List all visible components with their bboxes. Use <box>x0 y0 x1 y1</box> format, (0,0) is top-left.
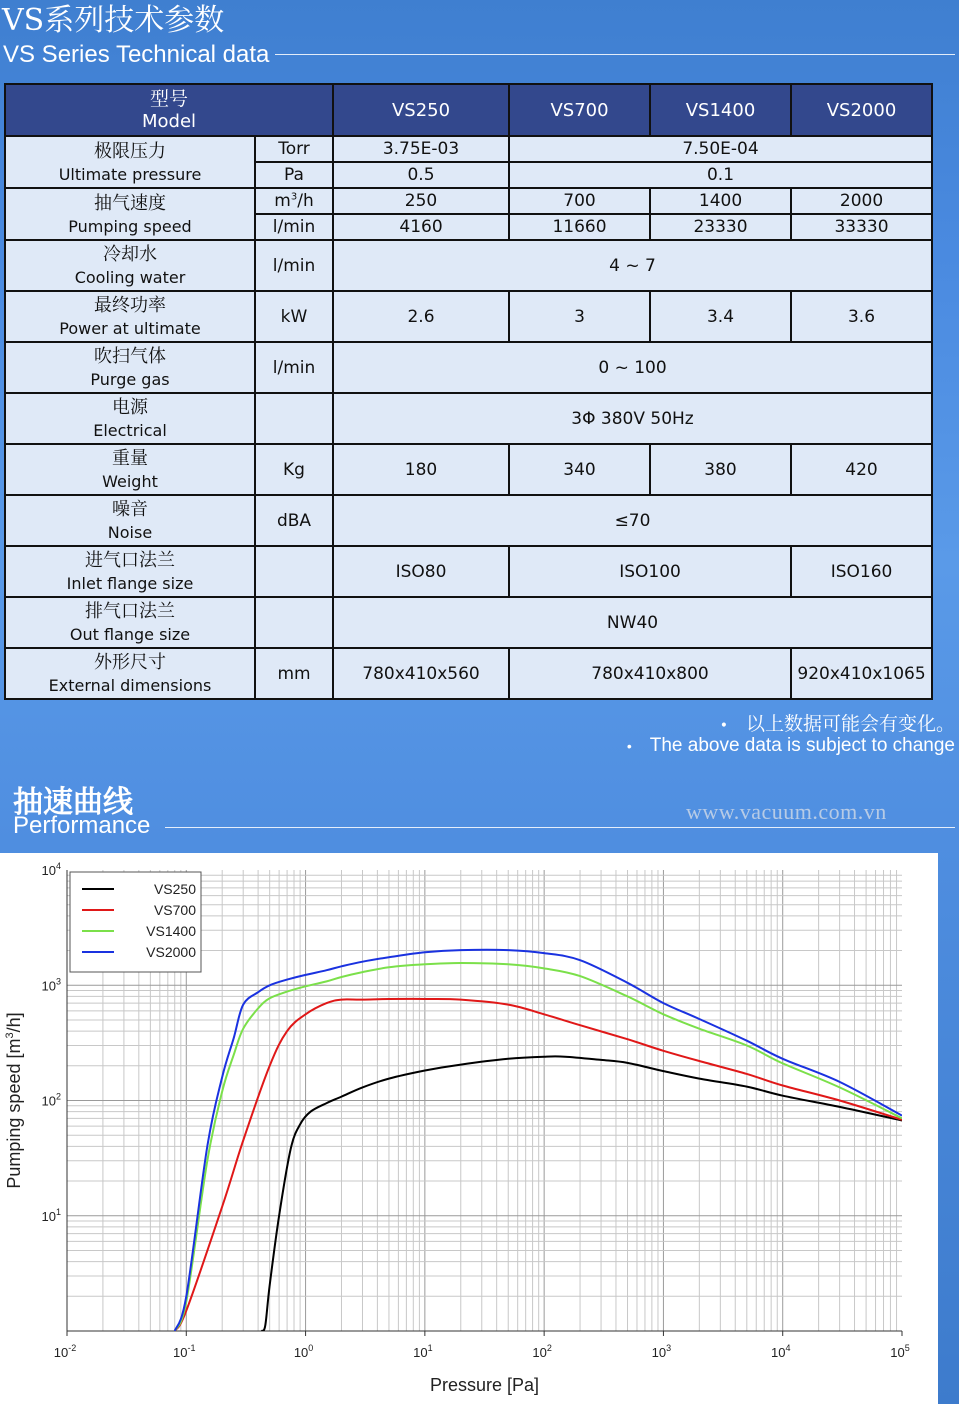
spec-table <box>4 83 933 700</box>
x-tick-exponent: 5 <box>904 1343 910 1353</box>
value-cell: 0 ~ 100 <box>333 342 932 393</box>
value-cell: ISO80 <box>333 546 509 597</box>
table-row-purge <box>5 342 932 393</box>
unit-lmin: l/min <box>255 214 333 240</box>
y-tick-label: $10^4$ <box>41 861 61 878</box>
model-label-en: Model <box>141 111 197 132</box>
param-label-cn: 重量 <box>112 448 148 469</box>
value-cell: 33330 <box>791 214 932 240</box>
page-title-cn: VS系列技术参数 <box>2 3 225 38</box>
param-label-cn: 外形尺寸 <box>94 652 166 673</box>
value-cell: ≤70 <box>333 495 932 546</box>
value-cell: 0.5 <box>333 162 509 188</box>
value-cell: 11660 <box>509 214 650 240</box>
note-cn-text: 以上数据可能会有变化。 <box>745 713 955 735</box>
value-cell: 2000 <box>791 188 932 214</box>
param-ultimate-pressure <box>5 136 255 188</box>
table-row-ultimate-torr <box>5 136 932 162</box>
table-row-speed-m3h <box>5 188 932 214</box>
y-tick-exponent: 1 <box>55 1206 61 1217</box>
value-cell: ISO100 <box>509 546 791 597</box>
x-tick-label: $10^2$ <box>532 1343 552 1360</box>
table-row-weight <box>5 444 932 495</box>
param-label-en: Cooling water <box>74 268 186 287</box>
y-tick-exponent: 2 <box>55 1091 61 1102</box>
param-label-en: Out flange size <box>69 625 191 644</box>
unit-cell <box>255 393 333 444</box>
y-tick-label: $10^3$ <box>41 976 61 994</box>
unit-torr: Torr <box>255 136 333 162</box>
unit-cell <box>255 597 333 648</box>
param-cooling-water <box>5 240 255 291</box>
table-row-dimensions <box>5 648 932 699</box>
param-label-en: Weight <box>102 472 158 491</box>
unit-m3h-tail: /h <box>297 191 314 211</box>
value-cell: 920x410x1065 <box>791 648 932 699</box>
y-axis-title: Pumping speed $[m^3/h]$ <box>4 1012 24 1189</box>
param-label-cn: 进气口法兰 <box>85 550 175 571</box>
x-tick-label: $10^5$ <box>890 1343 910 1360</box>
param-inlet-flange <box>5 546 255 597</box>
param-purge-gas <box>5 342 255 393</box>
unit-cell: mm <box>255 648 333 699</box>
value-cell: 3Φ 380V 50Hz <box>333 393 932 444</box>
note-en-text: The above data is subject to change <box>649 735 955 756</box>
param-label-cn: 吹扫气体 <box>94 346 166 367</box>
value-cell: 700 <box>509 188 650 214</box>
value-cell: 3.4 <box>650 291 791 342</box>
performance-chart <box>0 853 938 1404</box>
watermark: www.vacuum.com.vn <box>686 799 887 824</box>
value-cell: 250 <box>333 188 509 214</box>
value-cell: 420 <box>791 444 932 495</box>
value-cell: 180 <box>333 444 509 495</box>
value-cell: 3 <box>509 291 650 342</box>
param-label-cn: 冷却水 <box>103 244 157 265</box>
value-cell: 0.1 <box>509 162 932 188</box>
unit-cell: kW <box>255 291 333 342</box>
x-tick-label: $10^{-1}$ <box>173 1343 196 1360</box>
unit-m3h-base: m <box>274 191 291 211</box>
y-tick-exponent: 4 <box>55 861 61 871</box>
note-cn <box>720 709 955 736</box>
param-label-cn: 电源 <box>112 397 148 418</box>
table-row-outlet <box>5 597 932 648</box>
title-divider <box>275 54 955 55</box>
value-cell: 780x410x560 <box>333 648 509 699</box>
value-cell: 380 <box>650 444 791 495</box>
legend-label: VS700 <box>153 902 196 918</box>
param-label-cn: 抽气速度 <box>94 192 166 214</box>
param-label-en: Power at ultimate <box>59 319 201 338</box>
unit-cell <box>255 546 333 597</box>
legend-label: VS2000 <box>146 944 196 960</box>
value-cell: 340 <box>509 444 650 495</box>
value-cell: 7.50E-04 <box>509 136 932 162</box>
param-label-cn: 排气口法兰 <box>85 601 175 622</box>
param-out-flange <box>5 597 255 648</box>
performance-divider <box>165 827 955 828</box>
legend-label: VS250 <box>153 881 196 897</box>
x-tick-exponent: 3 <box>666 1343 672 1353</box>
x-tick-exponent: 2 <box>546 1343 552 1353</box>
param-label-cn: 噪音 <box>112 499 148 520</box>
value-cell: 1400 <box>650 188 791 214</box>
model-label-cn: 型号 <box>150 88 189 110</box>
x-tick-exponent: -2 <box>68 1343 77 1353</box>
param-label-en: Inlet flange size <box>66 574 194 593</box>
param-external-dimensions <box>5 648 255 699</box>
bullet-icon: • <box>719 718 728 734</box>
table-row-power <box>5 291 932 342</box>
chart-svg <box>0 853 938 1404</box>
param-noise <box>5 495 255 546</box>
value-cell: ISO160 <box>791 546 932 597</box>
x-tick-exponent: 0 <box>308 1343 314 1353</box>
y-axis-title-tail: /h] <box>4 1012 24 1033</box>
note-en <box>627 735 955 757</box>
y-axis-title-sup: 3 <box>4 1032 16 1039</box>
model-vs2000: VS2000 <box>791 84 932 136</box>
param-label-en: Noise <box>107 523 153 542</box>
unit-pa: Pa <box>255 162 333 188</box>
y-tick-label: $10^2$ <box>41 1091 61 1109</box>
value-cell: 3.75E-03 <box>333 136 509 162</box>
y-tick-label: $10^1$ <box>41 1206 61 1224</box>
param-weight <box>5 444 255 495</box>
param-power <box>5 291 255 342</box>
param-label-en: Electrical <box>93 421 167 440</box>
legend-label: VS1400 <box>146 923 196 939</box>
model-label-cell <box>5 84 333 136</box>
param-label-en: Purge gas <box>90 370 170 389</box>
x-tick-exponent: 1 <box>427 1343 433 1353</box>
table-row-cooling <box>5 240 932 291</box>
x-tick-label: $10^4$ <box>770 1343 791 1360</box>
param-label-en: External dimensions <box>48 676 212 695</box>
x-tick-exponent: 4 <box>785 1343 791 1353</box>
value-cell: 23330 <box>650 214 791 240</box>
table-row-electrical <box>5 393 932 444</box>
value-cell: 780x410x800 <box>509 648 791 699</box>
performance-title-cn: 抽速曲线 <box>13 785 133 820</box>
unit-m3h <box>255 188 333 214</box>
table-row-inlet <box>5 546 932 597</box>
page-title-en: VS Series Technical data <box>3 41 270 68</box>
param-label-en: Pumping speed <box>68 216 192 236</box>
unit-cell: l/min <box>255 240 333 291</box>
param-label-cn: 极限压力 <box>94 140 166 162</box>
param-electrical <box>5 393 255 444</box>
x-axis-title: Pressure [Pa] <box>429 1375 540 1395</box>
model-vs1400: VS1400 <box>650 84 791 136</box>
x-tick-label: $10^{-2}$ <box>53 1343 77 1360</box>
bullet-icon: • <box>626 738 632 754</box>
model-vs700: VS700 <box>509 84 650 136</box>
unit-cell: Kg <box>255 444 333 495</box>
table-row-noise <box>5 495 932 546</box>
x-tick-exponent: -1 <box>187 1343 196 1353</box>
value-cell: 3.6 <box>791 291 932 342</box>
unit-m3h-sup: 3 <box>290 191 298 203</box>
x-tick-label: $10^3$ <box>651 1343 672 1360</box>
value-cell: 2.6 <box>333 291 509 342</box>
param-pumping-speed <box>5 188 255 240</box>
value-cell: NW40 <box>333 597 932 648</box>
performance-title-en: Performance <box>13 812 151 839</box>
unit-cell: dBA <box>255 495 333 546</box>
model-vs250: VS250 <box>333 84 509 136</box>
value-cell: 4 ~ 7 <box>333 240 932 291</box>
param-label-en: Ultimate pressure <box>58 164 202 184</box>
unit-cell: l/min <box>255 342 333 393</box>
param-label-cn: 最终功率 <box>94 295 166 316</box>
table-header-row <box>5 84 932 136</box>
y-tick-exponent: 3 <box>55 976 61 987</box>
x-tick-label: $10^0$ <box>293 1343 314 1360</box>
value-cell: 4160 <box>333 214 509 240</box>
x-tick-label: $10^1$ <box>413 1343 433 1360</box>
